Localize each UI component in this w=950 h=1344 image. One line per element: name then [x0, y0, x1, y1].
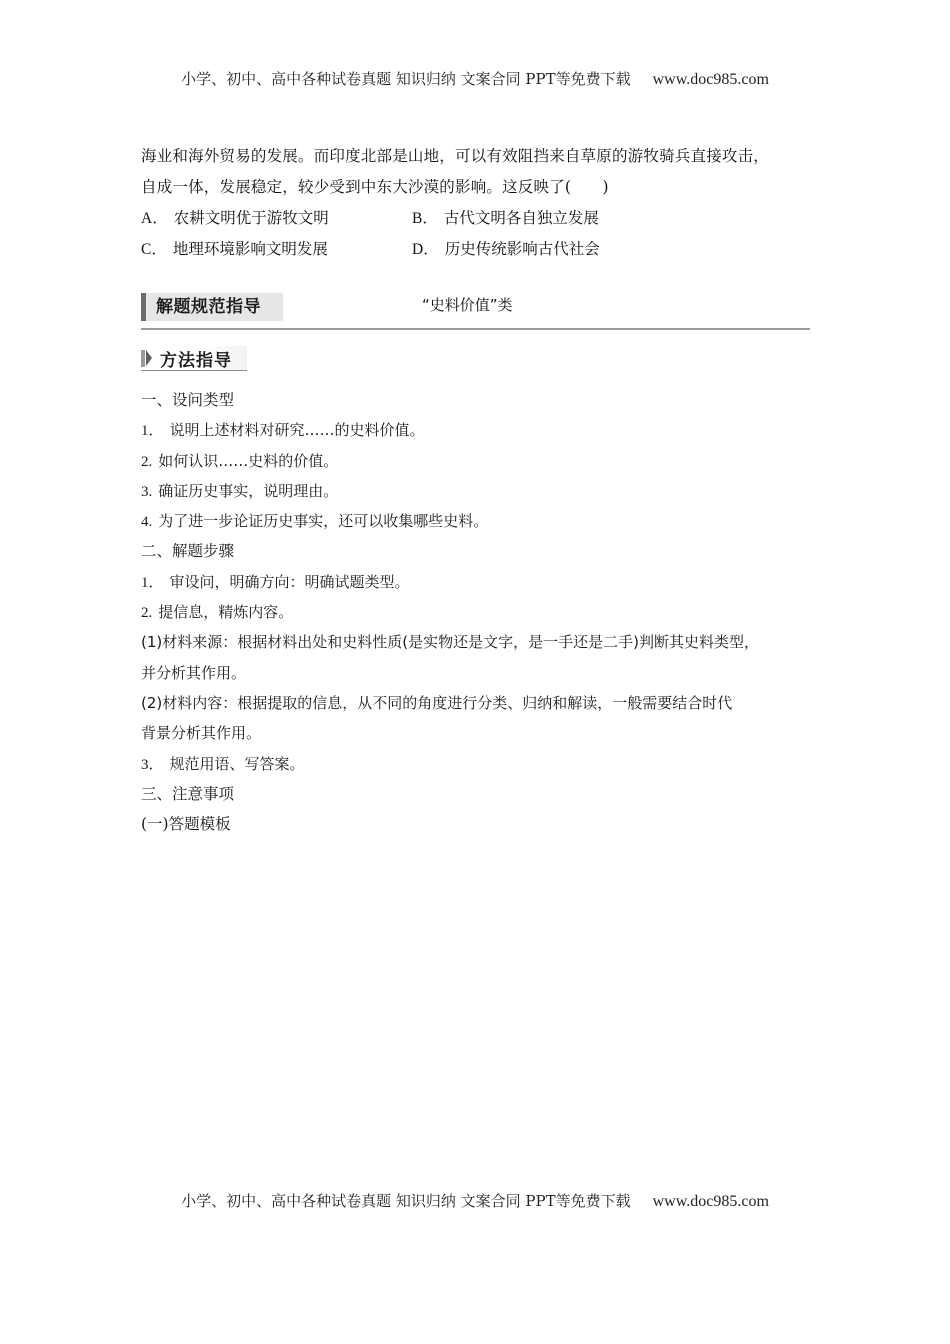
guide-body	[141, 385, 821, 839]
option-c	[141, 234, 412, 265]
question-line: 自成一体，发展稳定，较少受到中东大沙漠的影响。这反映了( )	[141, 178, 609, 196]
section-banner	[141, 293, 810, 331]
subheading-title: 方法指导	[160, 350, 232, 371]
header-url: www.doc985.com	[652, 71, 769, 88]
option-text: 农耕文明优于游牧文明	[173, 209, 329, 227]
footer-url: www.doc985.com	[652, 1193, 769, 1210]
option-text: 古代文明各自独立发展	[443, 209, 599, 227]
section-topic: “史料价值”类	[422, 296, 513, 314]
section-banner-title: 解题规范指导	[141, 293, 283, 321]
sub-step-text: (1)材料来源：根据材料出处和史料性质(是实物还是文字，是一手还是二手)判断其史料类型，	[141, 633, 759, 652]
option-letter: D．	[412, 241, 439, 258]
options-row	[141, 203, 813, 234]
part2-heading: 二、解题步骤	[141, 542, 235, 561]
answer-options	[141, 203, 813, 265]
options-row	[141, 234, 813, 265]
part3-subheading: (一)答题模板	[141, 815, 231, 834]
sub-step-text: 背景分析其作用。	[141, 724, 262, 743]
question-line: 海业和海外贸易的发展。而印度北部是山地，可以有效阻挡来自草原的游牧骑兵直接攻击，	[141, 147, 770, 165]
part3-heading: 三、注意事项	[141, 784, 235, 803]
list-item: 3. 确证历史事实，说明理由。	[141, 481, 339, 500]
footer-text: 小学、初中、高中各种试卷真题 知识归纳 文案合同 PPT等免费下载	[181, 1192, 631, 1210]
list-item: 4. 为了进一步论证历史事实，还可以收集哪些史料。	[141, 512, 489, 531]
option-letter: B．	[412, 210, 438, 227]
step-item: 3． 规范用语、写答案。	[141, 754, 305, 773]
page-footer	[0, 1190, 950, 1211]
header-text: 小学、初中、高中各种试卷真题 知识归纳 文案合同 PPT等免费下载	[181, 70, 631, 88]
option-a	[141, 203, 412, 234]
question-block	[141, 141, 813, 265]
section-divider	[141, 328, 810, 330]
sub-step-text: 并分析其作用。	[141, 663, 247, 682]
option-text: 历史传统影响古代社会	[444, 240, 600, 258]
list-item: 1． 说明上述材料对研究……的史料价值。	[141, 421, 425, 440]
option-letter: C．	[141, 241, 167, 258]
option-letter: A．	[141, 210, 168, 227]
option-d	[412, 234, 683, 265]
subheading-marker-icon	[141, 350, 152, 367]
part1-heading: 一、设问类型	[141, 391, 235, 409]
sub-step-text: (2)材料内容：根据提取的信息，从不同的角度进行分类、归纳和解读，一般需要结合时代	[141, 693, 733, 712]
page-header	[0, 68, 950, 89]
step-item: 2. 提信息，精炼内容。	[141, 603, 294, 622]
list-item: 2. 如何认识……史料的价值。	[141, 451, 339, 470]
step-item: 1． 审设问，明确方向：明确试题类型。	[141, 572, 410, 591]
option-text: 地理环境影响文明发展	[172, 240, 328, 258]
option-b	[412, 203, 683, 234]
subheading	[141, 346, 247, 371]
